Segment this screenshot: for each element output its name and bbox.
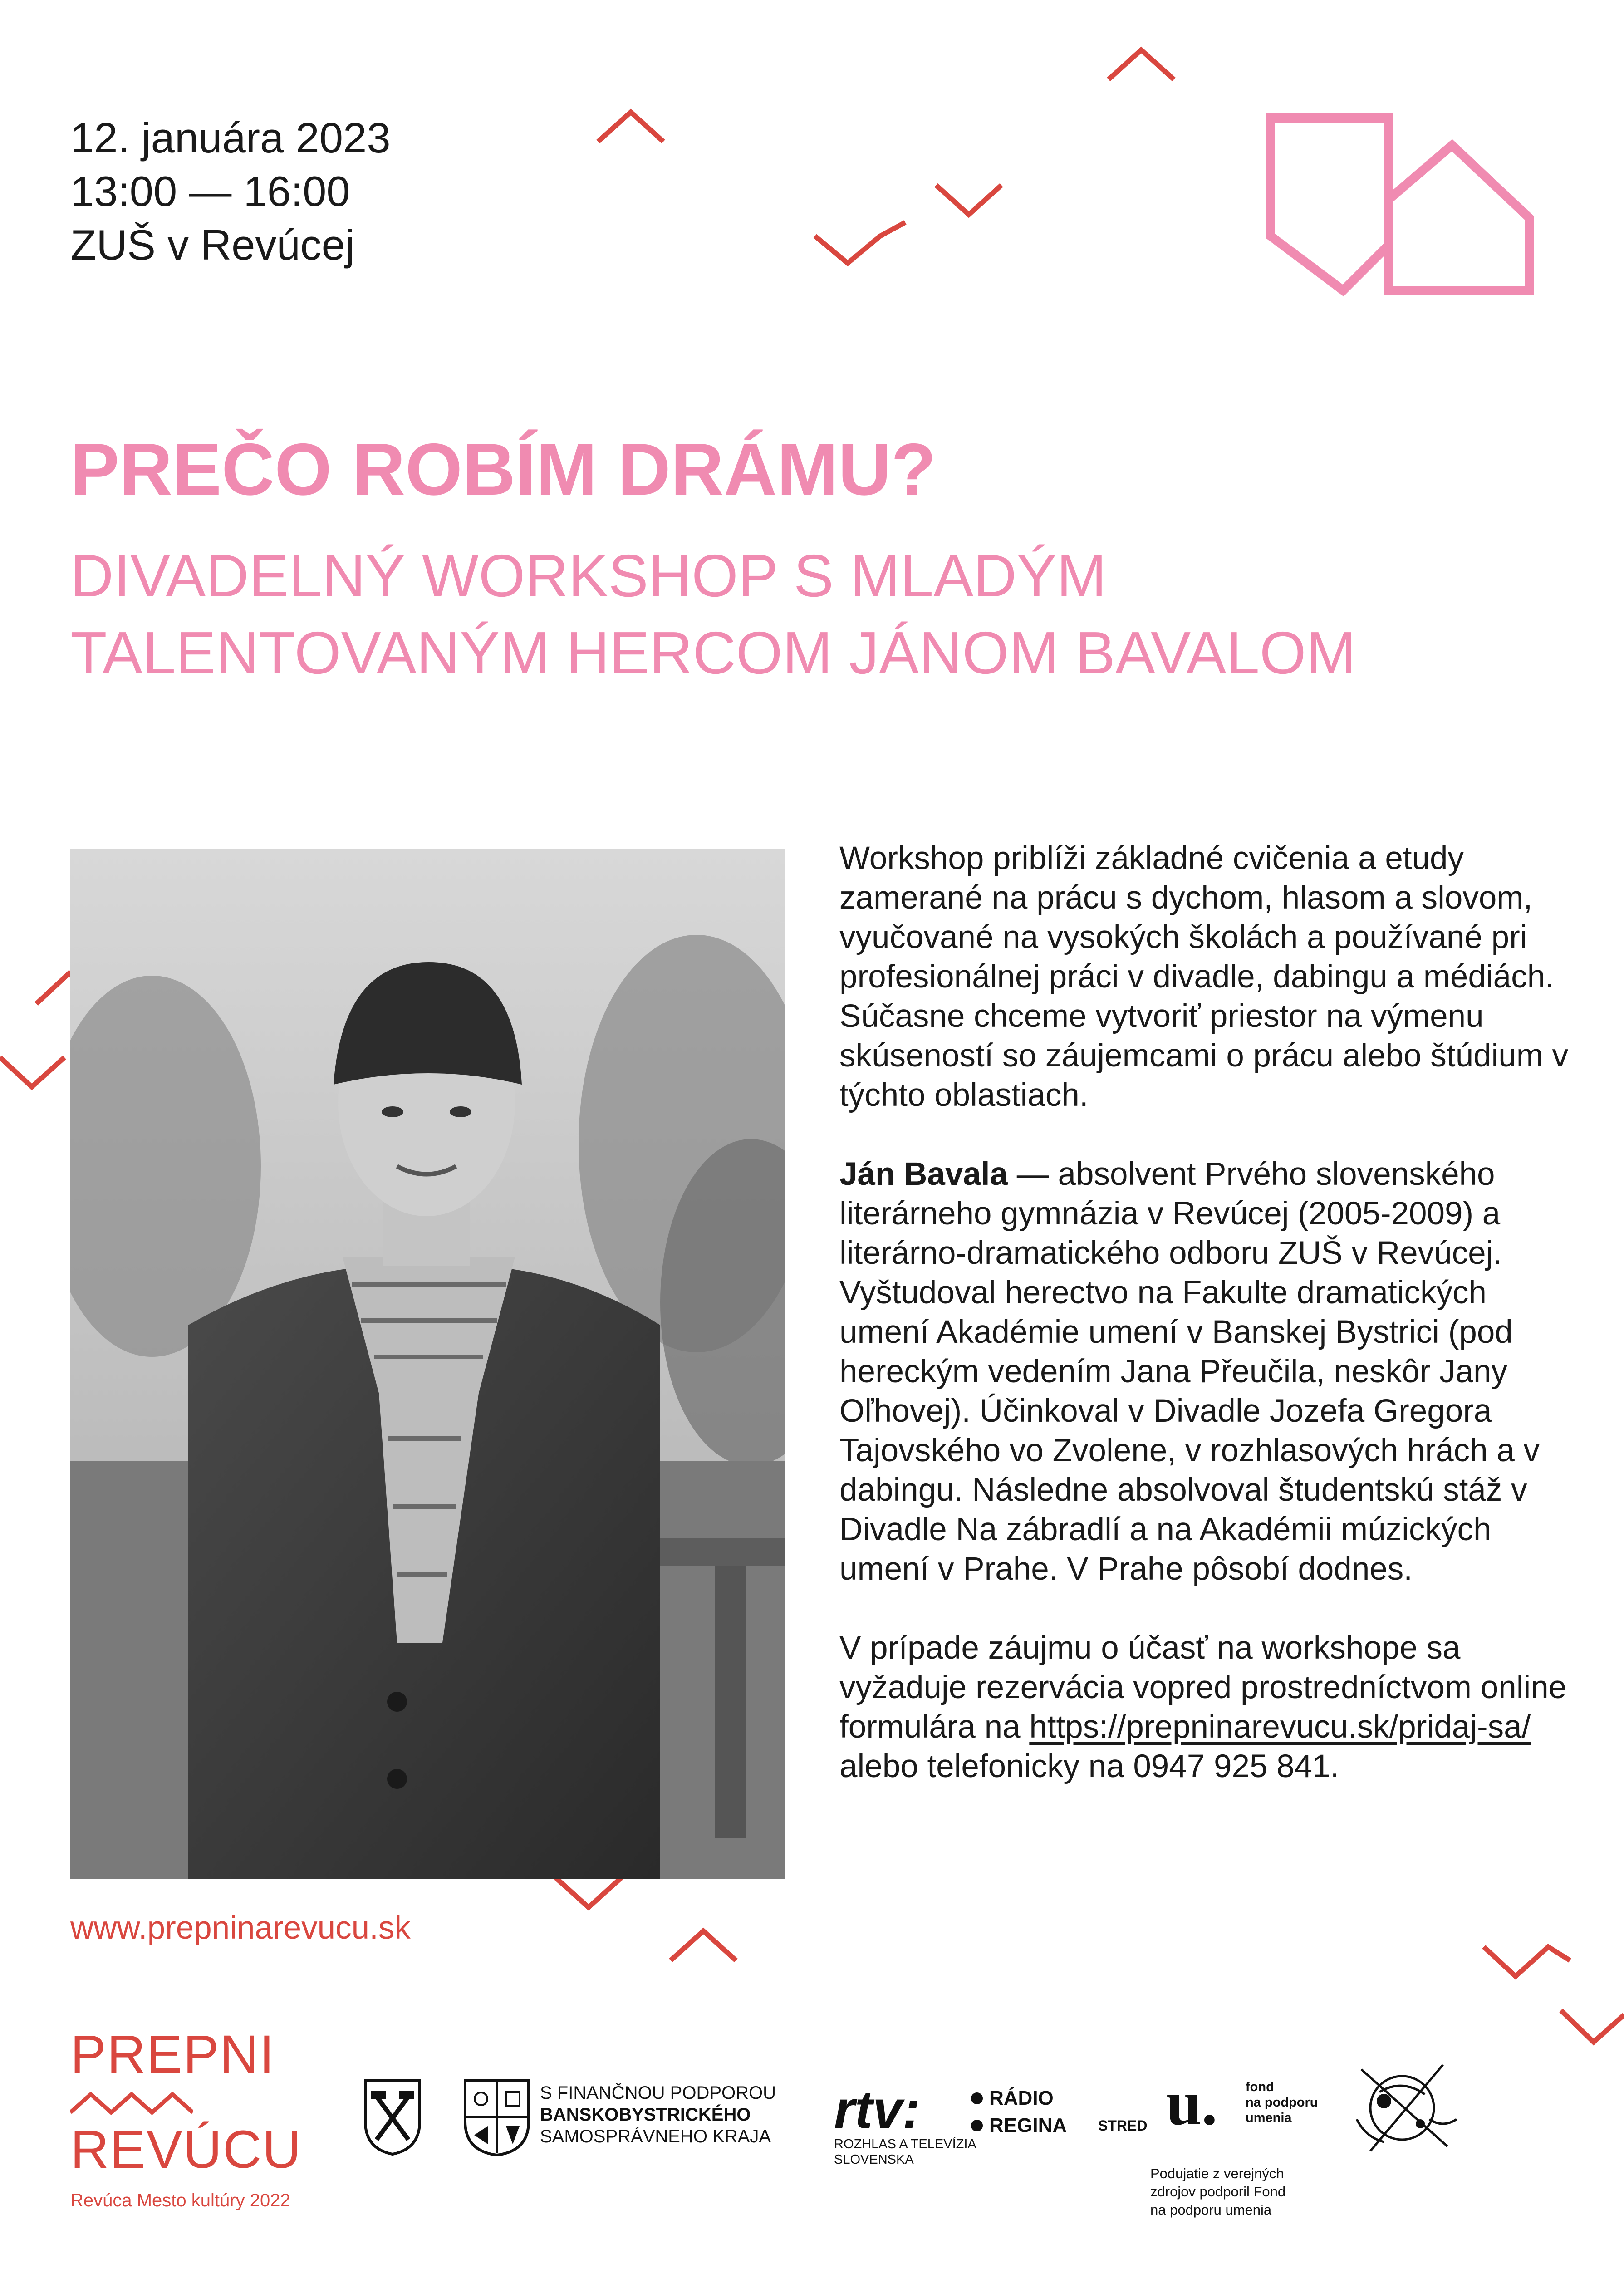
website-link[interactable]: www.prepninarevucu.sk [70, 1910, 411, 1946]
page-title: PREČO ROBÍM DRÁMU? [70, 428, 936, 511]
brand-word-revucu: REVÚCU [70, 2120, 302, 2180]
bbsk-coat-of-arms-icon [461, 2076, 533, 2158]
fond-line-1: fond [1246, 2080, 1274, 2094]
art-emblem-icon [1352, 2051, 1461, 2165]
event-date: 12. januára 2023 [70, 114, 391, 162]
subtitle-line-1: DIVADELNÝ WORKSHOP S MLADÝM [70, 542, 1107, 609]
fond-note-1: Podujatie z verejných [1150, 2166, 1284, 2181]
radio-line-2: REGINA [989, 2114, 1067, 2136]
fond-note [1150, 2165, 1285, 2219]
chevron-up-icon [598, 112, 663, 142]
event-venue: ZUŠ v Revúcej [70, 221, 355, 269]
registration-tail: alebo telefonicky na 0947 925 841. [839, 1748, 1339, 1784]
radio-stred: STRED [1098, 2117, 1148, 2134]
fond-logo-mark: u. [1166, 2068, 1217, 2138]
brand-zigzag-icon [70, 2090, 193, 2117]
fond-note-2: zdrojov podporil Fond [1150, 2184, 1286, 2200]
chevron-down-icon [556, 1878, 621, 1907]
fond-line-2: na podporu [1246, 2095, 1318, 2110]
portrait-illustration [70, 849, 785, 1879]
chevron-down-icon [1561, 2010, 1624, 2042]
chevron-down-icon [936, 185, 1001, 215]
radio-dot-icon [971, 2092, 983, 2104]
radio-regina-logo [971, 2087, 1067, 2136]
chevron-up-icon [1109, 50, 1174, 79]
body-text [839, 839, 1584, 1826]
rtv-sub-1: ROZHLAS A TELEVÍZIA [834, 2137, 976, 2151]
registration-paragraph [839, 1628, 1584, 1786]
bbsk-support-text [540, 2082, 776, 2147]
revuca-coat-of-arms-icon [361, 2076, 424, 2158]
chevron-down-icon [1484, 1947, 1570, 1976]
portrait-photo [70, 849, 785, 1879]
chevron-up-icon [671, 1931, 736, 1960]
rtv-sub-2: SLOVENSKA [834, 2152, 914, 2167]
radio-line-1: RÁDIO [989, 2087, 1054, 2109]
bbsk-line-1: S FINANČNOU PODPOROU [540, 2083, 776, 2103]
rtv-logo [834, 2080, 976, 2167]
brand-tagline: Revúca Mesto kultúry 2022 [70, 2190, 290, 2210]
registration-text: V prípade záujmu o účasť na workshope sa vyžaduje rezervácia vopred prostredníctvom online formulára na [839, 1630, 1567, 1745]
bio-text: — absolvent Prvého slovenského literárneho gymnázia v Revúcej (2005-2009) a literárno-dramatického odboru ZUŠ v Revúcej. Vyštudoval herectvo na Fakulte dramatických umení Akadémie umení v Banskej Bystrici (pod hereckým vedením Jana Přeučila, neskôr Jany Oľhovej). Účinkoval v Divadle Jozefa Gregora Tajovského vo Zvolene, v rozhlasových hrách a v dabingu. Následne absolvoval študentskú stáž v Divadle Na zábradlí a na Akadémii múzických umení v Prahe. V Prahe pôsobí dodnes. [839, 1156, 1540, 1587]
registration-link[interactable]: https://prepninarevucu.sk/pridaj-sa/ [1029, 1709, 1531, 1745]
fond-logo-text [1246, 2079, 1318, 2126]
brand-shape-icon [1261, 109, 1543, 309]
bbsk-line-2: BANSKOBYSTRICKÉHO [540, 2105, 751, 2125]
chevron-down-icon [0, 1057, 64, 1087]
bio-name: Ján Bavala [839, 1156, 1008, 1192]
fond-line-3: umenia [1246, 2111, 1292, 2125]
brand-word-prepni: PREPNI [70, 2024, 275, 2084]
workshop-description: Workshop priblíži základné cvičenia a etudy zamerané na prácu s dychom, hlasom a slovom, vyučované na vysokých školách a používané pri profesionálnej práci v divadle, dabingu a médiách. Súčasne chceme vytvoriť priestor na výmenu skúseností so záujemcami o prácu alebo štúdium v týchto oblastiach. [839, 840, 1569, 1113]
event-time: 13:00 — 16:00 [70, 167, 350, 215]
chevron-down-icon [815, 222, 905, 263]
bbsk-line-3: SAMOSPRÁVNEHO KRAJA [540, 2127, 771, 2146]
fond-note-3: na podporu umenia [1150, 2202, 1272, 2218]
radio-dot-icon [971, 2120, 983, 2131]
subtitle-line-2: TALENTOVANÝM HERCOM JÁNOM BAVALOM [70, 619, 1356, 686]
bio-paragraph [839, 1154, 1584, 1589]
rtv-wordmark: rtv: [834, 2080, 921, 2140]
